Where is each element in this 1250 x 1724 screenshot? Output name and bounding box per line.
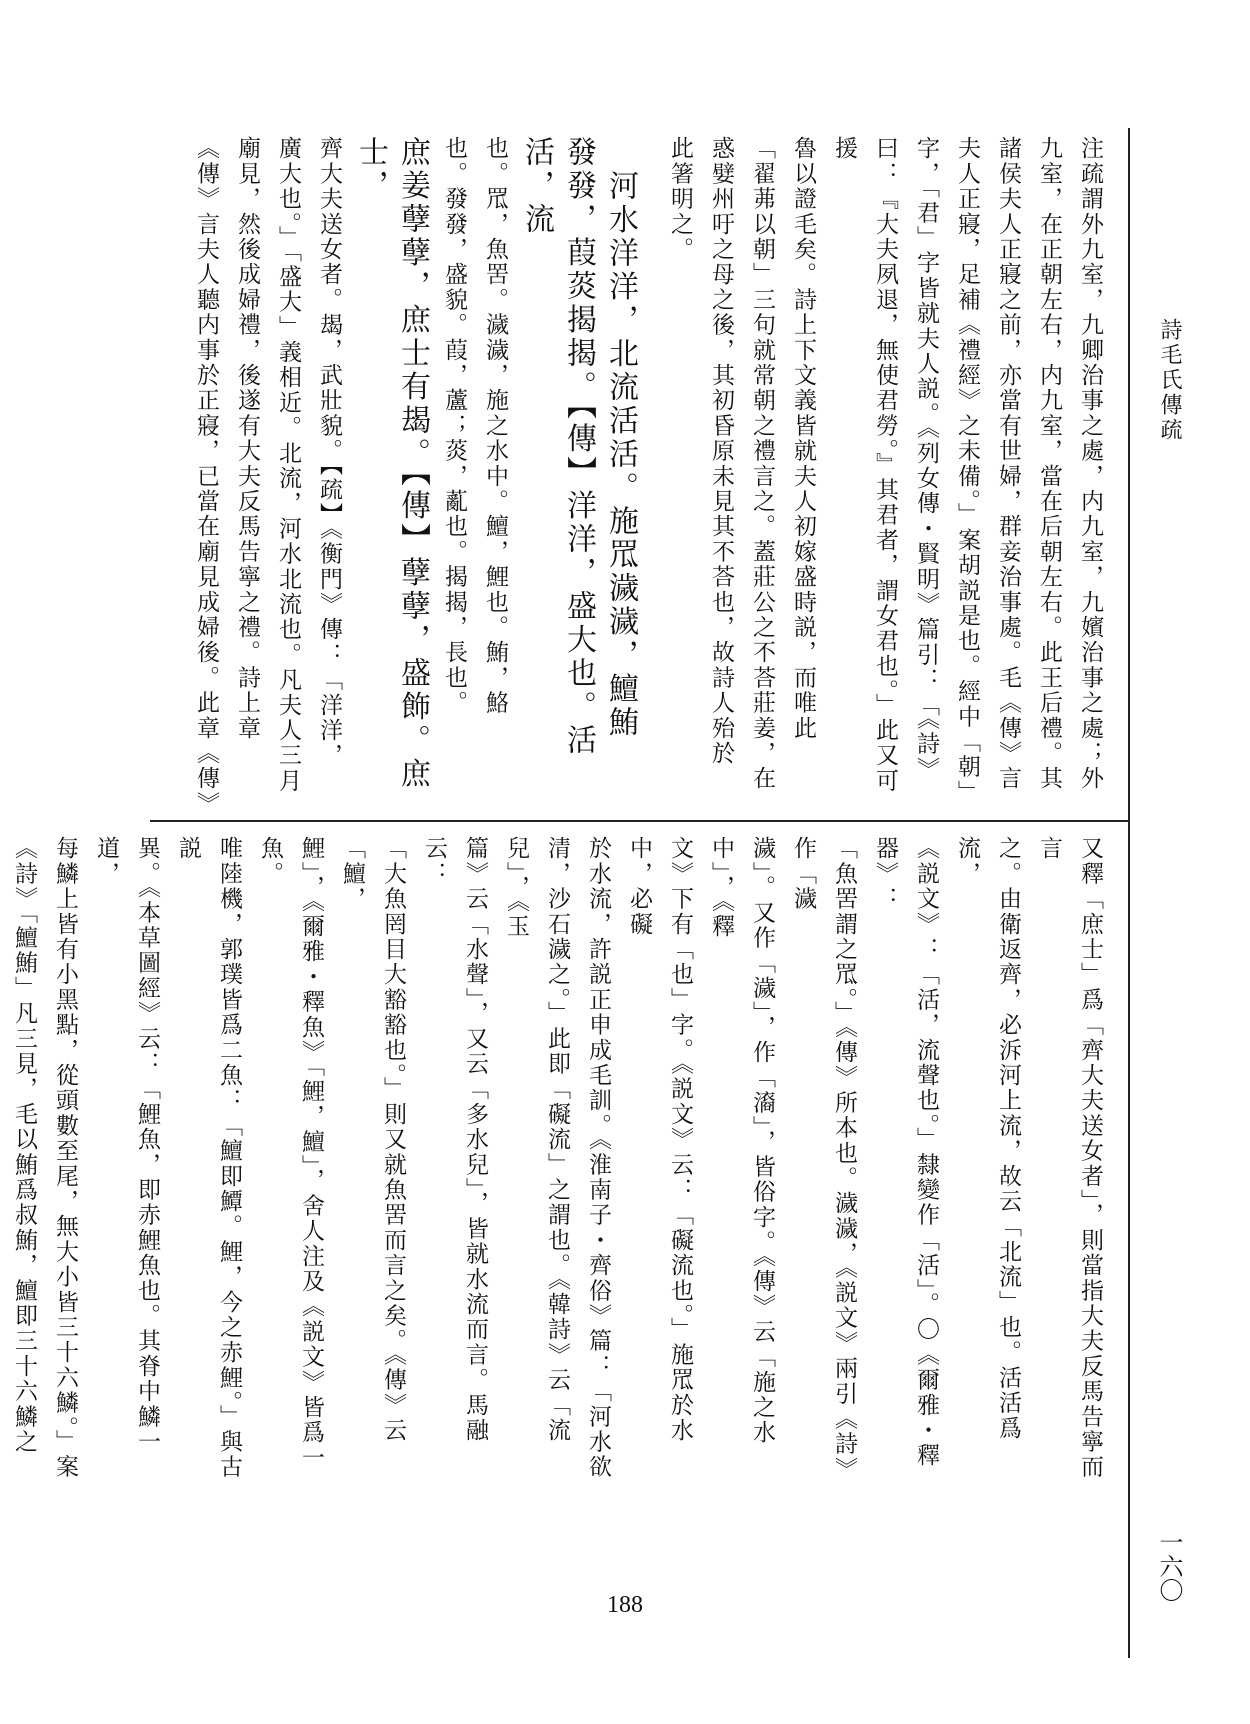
upper-text-block: [150, 136, 1110, 817]
text-column: 《説文》：「活，流聲也。」隸變作「活」。〇《爾雅・釋器》：: [872, 836, 939, 1469]
text-column: 齊大夫送女者。朅，武壯貌。【疏】《衡門》傳：「洋洋，: [316, 136, 342, 769]
text-column: 唯陸機，郭璞皆爲二魚：「鱣即鱏。鯉，今之赤鯉。」與古説: [175, 836, 242, 1480]
text-column: 此箸明之。: [667, 136, 693, 262]
text-column: 篇》云「水聲」，又云「多水兒」，皆就水流而言。馬融云：: [421, 836, 488, 1443]
text-column: 清，沙石濊之。」此即「礙流」之謂也。《韓詩》云「流兒」，《玉: [503, 836, 570, 1443]
text-column: 每鱗上皆有小黑點，從頭數至尾，無大小皆三十六鱗。」案: [52, 836, 78, 1480]
text-column: 之。由衛返齊，必泝河上流，故云「北流」也。活活爲流，: [954, 836, 1021, 1441]
text-column: 惑嬖州吁之母之後，其初昏原未見其不荅也，故詩人殆於: [708, 136, 734, 766]
text-column: 注疏謂外九室，九卿治事之處，内九室，九嬪治事之處；外: [1077, 136, 1103, 792]
lower-text-block: [11, 836, 1110, 1488]
text-column: 「翟茀以朝」三句就常朝之禮言之。蓋莊公之不荅莊姜，在: [749, 136, 775, 792]
text-column: 字，「君」字皆就夫人説。《列女傳・賢明》篇引：「《詩》: [913, 136, 939, 782]
text-column: 文》下有「也」字。《説文》云：「礙流也。」施罛於水中，必礙: [626, 836, 693, 1443]
running-head-title: 詩毛氏傳疏: [1157, 318, 1182, 443]
folio-number: 188: [607, 1592, 643, 1618]
poem-line: 發發，葭菼揭揭。【傳】洋洋，盛大也。活活，流: [519, 136, 596, 758]
text-column: 諸侯夫人正寢之前，亦當有世婦，群妾治事處。毛《傳》言: [995, 136, 1021, 792]
text-column: 「魚罟謂之罛。」《傳》所本也。濊濊，《説文》兩引《詩》作「濊: [790, 836, 857, 1482]
poem-line: 河水洋洋，北流活活。施罛濊濊，鱣鮪: [603, 170, 638, 740]
text-column: 異。《本草圖經》云：「鯉魚，即赤鯉魚也。其脊中鱗一道，: [93, 836, 160, 1455]
text-column: 鯉」，《爾雅・釋魚》「鯉，鱣」，舍人注及《説文》皆爲一魚。: [257, 836, 324, 1471]
text-column: 魯以證毛矣。詩上下文義皆就夫人初嫁盛時説，而唯此: [790, 136, 816, 741]
text-column: 於水流，許説正申成毛訓。《淮南子・齊俗》篇：「河水欲: [585, 836, 611, 1480]
text-column: 曰：『大夫夙退，無使君勞。』其君者，謂女君也。」此又可援: [831, 136, 898, 794]
text-column: 「大魚罔目大豁豁也。」則又就魚罟而言之矣。《傳》云「鱣，: [339, 836, 406, 1443]
running-head-rule: [1128, 128, 1130, 1658]
text-column: 夫人正寢，足補《禮經》之未備。」案胡説是也。經中「朝」: [954, 136, 980, 805]
text-column: 廟見，然後成婦禮，後遂有大夫反馬告寧之禮。詩上章: [234, 136, 260, 741]
text-column: 九室，在正朝左右，内九室，當在后朝左右。此王后禮。其: [1036, 136, 1062, 792]
text-column: 也。罛，魚罟。濊濊，施之水中。鱣，鯉也。鮪，鮥: [482, 136, 508, 716]
text-column: 廣大也。」「盛大」義相近。北流，河水北流也。凡夫人三月: [275, 136, 301, 794]
text-column: 《詩》「鱣鮪」凡三見，毛以鮪爲叔鮪，鱣即三十六鱗之: [11, 836, 37, 1455]
text-column: 濊」。又作「濊」，作「㵝」，皆俗字。《傳》云「施之水中」，《釋: [708, 836, 775, 1446]
chinese-page-number: 一六〇: [1155, 1530, 1183, 1602]
half-page-divider: [150, 820, 1128, 822]
text-column: 《傳》言夫人聽内事於正寢，已當在廟見成婦後。此章《傳》: [193, 136, 219, 817]
text-column: 也。發發，盛貌。葭，蘆；菼，薍也。揭揭，長也。: [441, 136, 467, 716]
poem-line: 庶姜孽孽，庶士有朅。【傳】孽孽，盛飾。庶士，: [353, 136, 430, 791]
text-column: 又釋「庶士」爲「齊大夫送女者」，則當指大夫反馬告寧而言: [1036, 836, 1103, 1480]
